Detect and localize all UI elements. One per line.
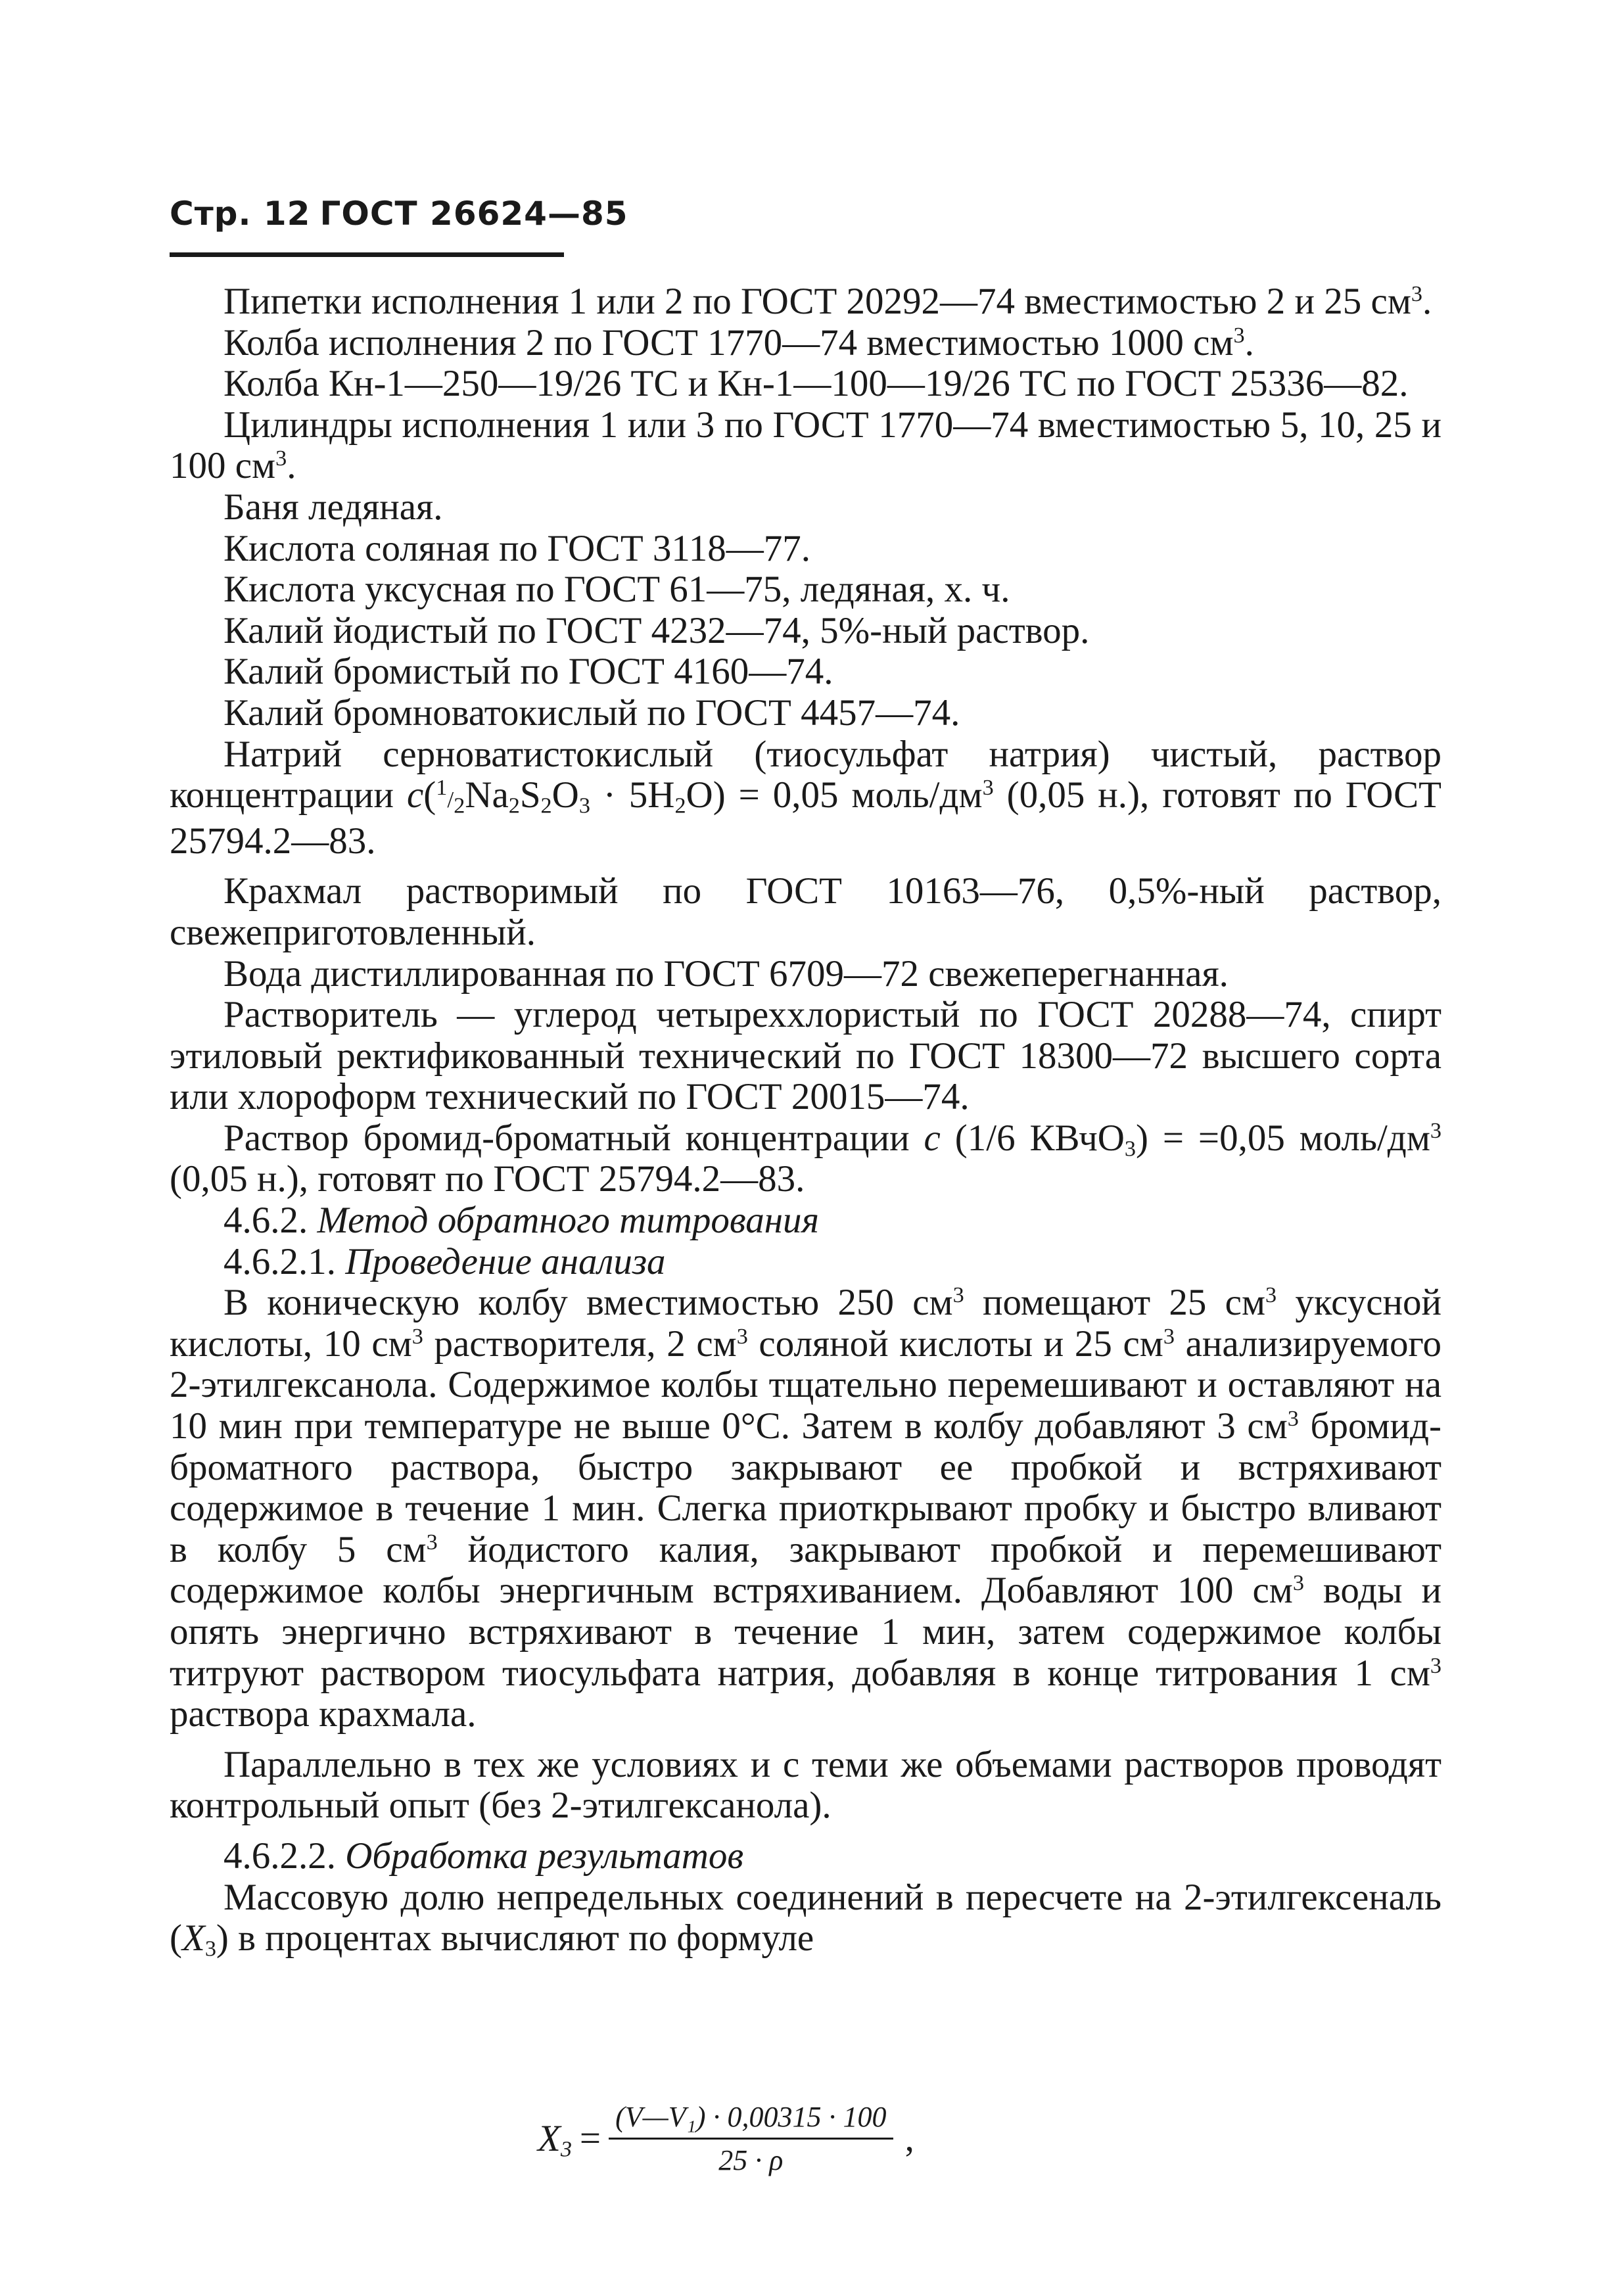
header-rule <box>170 252 564 257</box>
paragraph-flask-1: Колба исполнения 2 по ГОСТ 1770—74 вместимостью 1000 $см^3$. <box>223 321 1254 363</box>
page-header <box>170 195 628 233</box>
standard-number: ГОСТ 26624—85 <box>319 195 628 233</box>
formula-equals: = <box>579 2118 601 2159</box>
section-heading-procedure: 4.6.2.1. Проведение анализа <box>223 1240 666 1282</box>
paragraph-ki: Калий йодистый по ГОСТ 4232—74, 5%-ный раствор. <box>223 609 1090 651</box>
section-heading-results: 4.6.2.2. Обработка результатов <box>223 1835 744 1877</box>
paragraph-hcl: Кислота соляная по ГОСТ 3118—77. <box>223 527 811 569</box>
paragraph-thiosulfate: Натрий серноватистокислый (тиосульфат натрия) чистый, раствор концентрации $c(^1/_2Na_2S_2O_3 \cdot 5H_2O) = 0,05$ моль/$дм^3$ (0,05 н.), готовят по ГОСТ 25794.2—83. <box>170 733 1441 862</box>
formula-numerator: (V—V₁) · 0,00315 · 100 <box>615 2101 887 2133</box>
paragraph-kbro3: Калий бромноватокислый по ГОСТ 4457—74. <box>223 691 960 734</box>
formula-comma: , <box>904 2118 914 2159</box>
formula-lhs: $X_3$ <box>538 2118 572 2162</box>
document-body <box>170 281 1441 1959</box>
formula-denominator: 25 · ρ <box>718 2144 784 2176</box>
formula-x3 <box>538 2100 914 2177</box>
paragraph-starch: Крахмал растворимый по ГОСТ 10163—76, 0,5%-ный раствор, свежеприготовленный. <box>170 870 1441 953</box>
formula-fraction <box>609 2100 893 2177</box>
paragraph-pipettes: Пипетки исполнения 1 или 2 по ГОСТ 20292—74 вместимостью 2 и 25 $см^3$. <box>223 281 1432 322</box>
paragraph-procedure: В коническую колбу вместимостью 250 $см^3$ помещают 25 $см^3$ уксусной кислоты, 10 $см^3$ растворителя, 2 $см^3$ соляной кислоты и 25 $см^3$ анализируемого 2-этилгексанола. Содержимое колбы тщательно перемешивают и оставляют на 10 мин при температуре не выше 0°С. Затем в колбу добавляют 3 $см^3$ бромид-броматного раствора, быстро закрывают ее пробкой и встряхивают содержимое в течение 1 мин. Слегка приоткрывают пробку и быстро вливают в колбу 5 $см^3$ йодистого калия, закрывают пробкой и перемешивают содержимое колбы энергичным встряхиванием. Добавляют 100 $см^3$ воды и опять энергично встряхивают в течение 1 мин, затем содержимое колбы титруют раствором тиосульфата натрия, добавляя в конце титрования 1 $см^3$ раствора крахмала. <box>170 1282 1442 1735</box>
paragraph-bromide-bromate: Раствор бромид-броматный концентрации c (1/6 КВчО$_3$) = =0,05 моль/$дм^3$ (0,05 н.), готовят по ГОСТ 25794.2—83. <box>170 1117 1441 1200</box>
page-label: Стр. 12 <box>170 195 311 233</box>
paragraph-water: Вода дистиллированная по ГОСТ 6709—72 свежеперегнанная. <box>223 952 1229 995</box>
paragraph-kbr: Калий бромистый по ГОСТ 4160—74. <box>223 651 833 693</box>
section-heading-method: 4.6.2. Метод обратного титрования <box>223 1200 820 1242</box>
paragraph-control-test: Параллельно в тех же условиях и с теми же объемами растворов проводят контрольный опыт (без 2-этилгексанола). <box>170 1743 1441 1827</box>
paragraph-acetic-acid: Кислота уксусная по ГОСТ 61—75, ледяная, х. ч. <box>223 569 1010 611</box>
paragraph-ice-bath: Баня ледяная. <box>223 486 443 528</box>
paragraph-cylinders: Цилиндры исполнения 1 или 3 по ГОСТ 1770—74 вместимостью 5, 10, 25 и 100 $см^3$. <box>170 404 1441 487</box>
paragraph-calculation: Массовую долю непредельных соединений в пересчете на 2-этилгексеналь $(X_3)$ в процентах вычисляют по формуле <box>170 1876 1441 1961</box>
paragraph-flask-2: Колба Кн-1—250—19/26 ТС и Кн-1—100—19/26 ТС по ГОСТ 25336—82. <box>223 363 1409 405</box>
paragraph-solvent: Растворитель — углерод четыреххлористый по ГОСТ 20288—74, спирт этиловый ректификованный технический по ГОСТ 18300—72 высшего сорта или хлороформ технический по ГОСТ 20015—74. <box>170 994 1441 1118</box>
